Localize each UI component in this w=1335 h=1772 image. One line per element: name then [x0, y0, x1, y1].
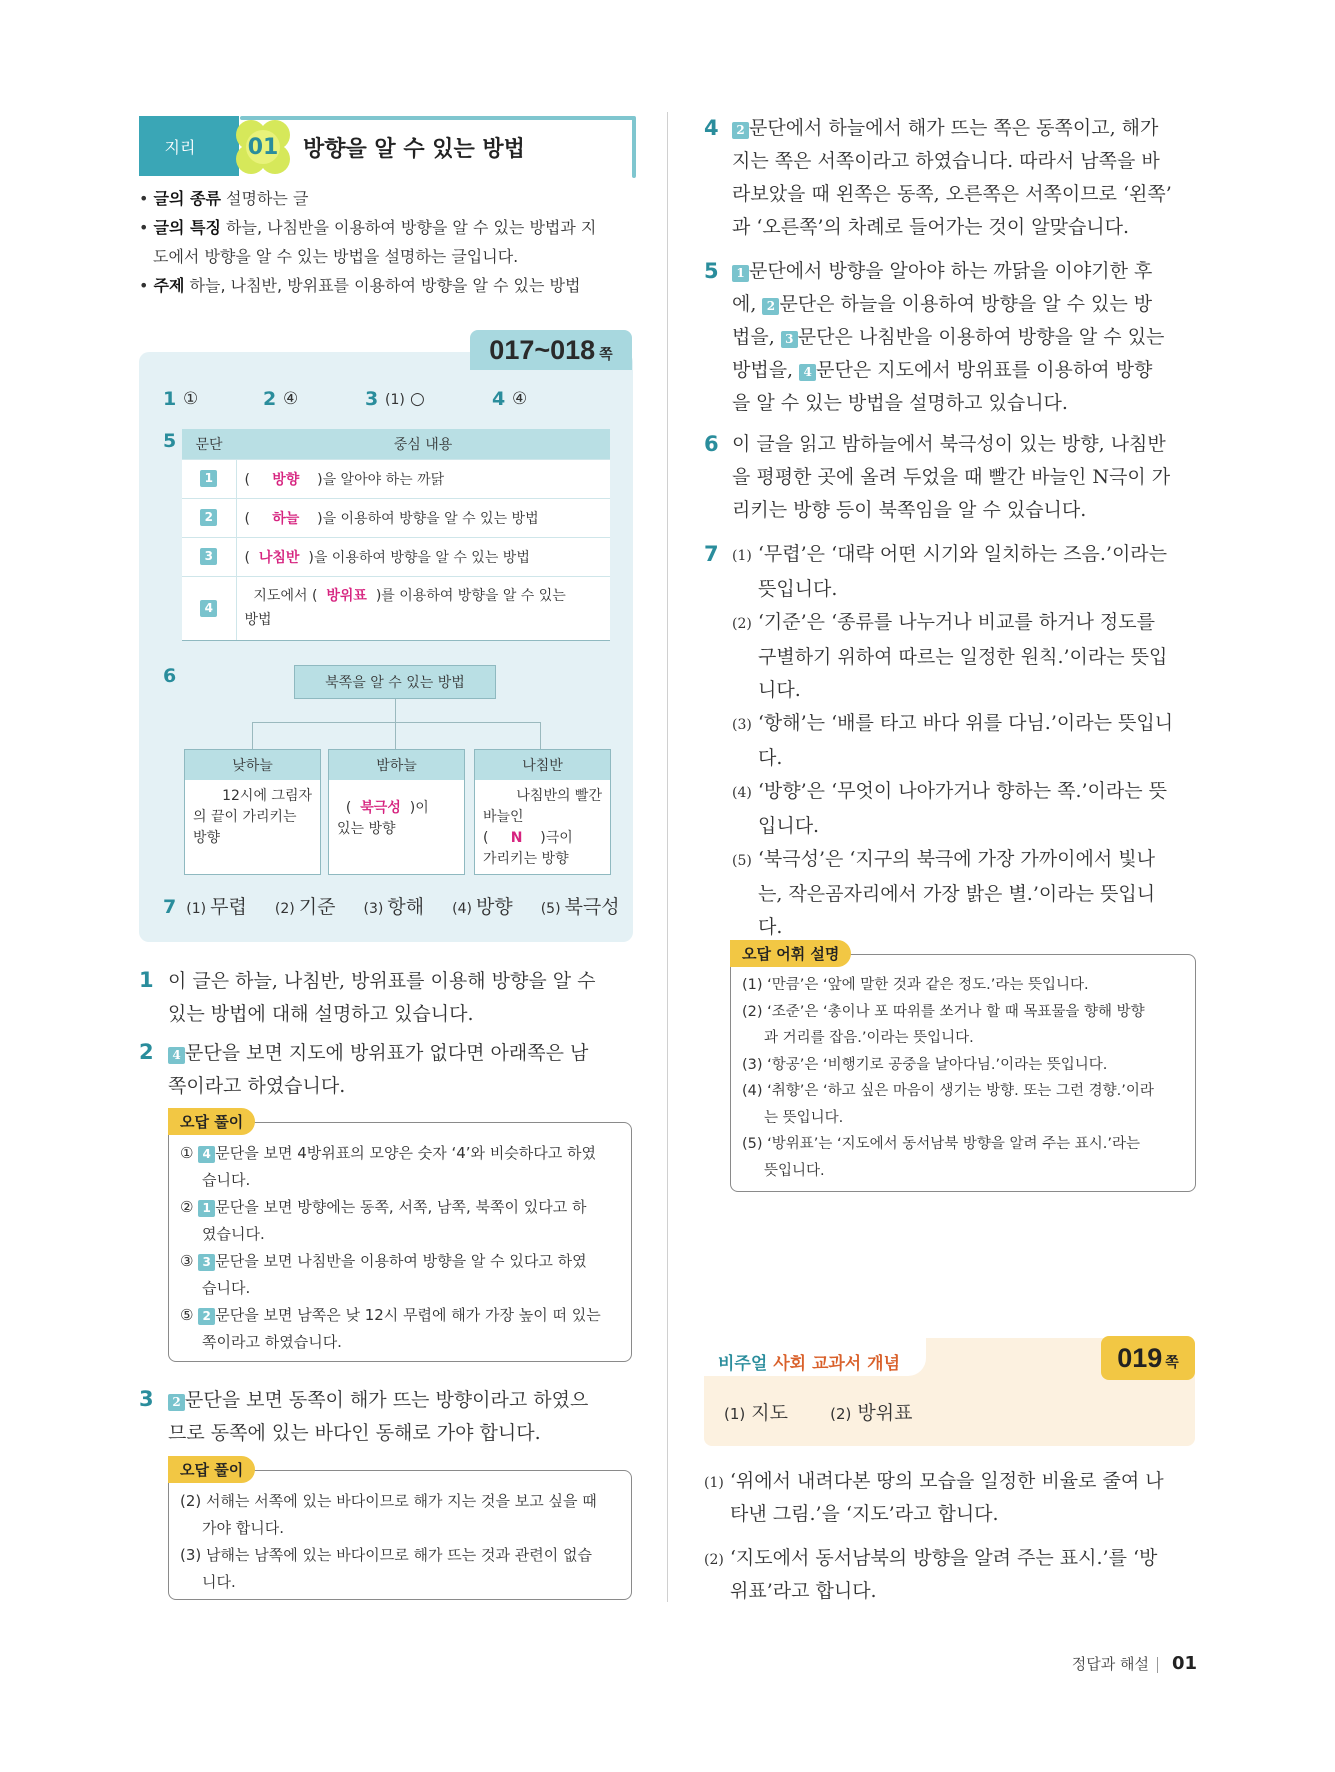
visual-page-number: 019: [1117, 1342, 1163, 1373]
diagram-text: 12시에 그림자: [222, 788, 312, 804]
info-kind: • 글의 종류 설명하는 글: [139, 189, 309, 208]
diagram-text-part: )이: [409, 800, 429, 816]
visual-explanation-1: [704, 1465, 1164, 1500]
diagram-col-body-night: [328, 780, 465, 875]
visual-answer: 지도: [751, 1402, 789, 1424]
answer-7-val: 무렵: [210, 896, 247, 918]
table-header-row: [182, 429, 610, 459]
explanation-text: 문단은 나침반을 이용하여 방향을 알 수 있는: [797, 326, 1165, 348]
info-feature-label: 글의 특징: [153, 218, 221, 237]
visual-answer-sub: (2): [830, 1405, 852, 1423]
answer-page-suffix: 쪽: [599, 347, 613, 363]
list-item-cont: 가야 합니다.: [202, 1519, 284, 1537]
answer-sub-3: (1): [385, 392, 405, 408]
item-mark: (4): [742, 1083, 763, 1099]
vocab-tag: 오답 어휘 설명: [730, 940, 851, 967]
diagram-connector: [540, 722, 541, 749]
answer-7-sub: (5): [540, 901, 561, 917]
explanation-6-line1: 이 글을 읽고 밤하늘에서 북극성이 있는 방향, 나침반: [732, 433, 1166, 455]
table-header-content: 중심 내용: [236, 429, 610, 459]
answer-page-tab: [470, 330, 632, 370]
visual-title-a: 비주얼: [718, 1354, 768, 1374]
diagram-text: [337, 798, 456, 819]
footer-page-number: 01: [1171, 1653, 1197, 1674]
paragraph-badge: 3: [781, 331, 798, 348]
answer-keyword: 북극성: [360, 800, 401, 816]
row-prefix: (: [244, 510, 250, 527]
list-item-cont: 입니다.: [758, 815, 820, 837]
answer-val-3: ○: [410, 389, 425, 409]
answer-num-1: 1: [163, 388, 177, 410]
item-text: ‘취향’은 ‘하고 싶은 마음이 생기는 방향. 또는 그런 경향.’이라: [767, 1083, 1154, 1099]
lesson-title: 방향을 알 수 있는 방법: [303, 137, 525, 162]
visual-explanation-2: [704, 1542, 1157, 1577]
visual-title: [718, 1349, 900, 1374]
answer-7-sub: (2): [274, 901, 295, 917]
row-prefix: (: [244, 471, 250, 488]
diagram-connector: [395, 722, 396, 749]
center-content-table: [182, 429, 610, 641]
diagram-text: [483, 828, 602, 849]
item-text: ‘항공’은 ‘비행기로 공중을 날아다님.’이라는 뜻입니다.: [767, 1056, 1108, 1073]
answer-7-val: 기준: [298, 896, 336, 918]
list-item: [180, 1248, 620, 1275]
list-item-cont: 니다.: [202, 1573, 236, 1591]
item-text: ‘무렵’은 ‘대략 어떤 시기와 일치하는 즈음.’이라는: [757, 543, 1168, 565]
item-text: 문단을 보면 남쪽은 낮 12시 무렵에 해가 가장 높이 떠 있는: [215, 1306, 601, 1324]
table-row: [182, 576, 610, 640]
paragraph-badge: 4: [799, 364, 816, 381]
wrong-answer-list-2: [180, 1488, 620, 1596]
list-item-cont: 뜻입니다.: [764, 1162, 825, 1179]
explanation-6-line3: 리키는 방향 등이 북쪽임을 알 수 있습니다.: [732, 499, 1087, 521]
table-row: [182, 537, 610, 576]
item-text: 문단을 보면 방향에는 동쪽, 서쪽, 남쪽, 북쪽이 있다고 하: [215, 1198, 587, 1216]
diagram-text: 의 끝이 가리키는: [193, 809, 297, 825]
diagram-text: 가리키는 방향: [483, 851, 569, 867]
row-prefix: (: [244, 549, 250, 566]
explanation-num-3: 3: [139, 1387, 154, 1411]
diagram-col-head-day: 낮하늘: [184, 749, 321, 781]
explanation-num-7: 7: [704, 542, 719, 566]
answer-num-5: 5: [163, 430, 177, 452]
header-rule-end: [632, 116, 636, 178]
explanation-2-line2: 쪽이라고 하였습니다.: [168, 1075, 346, 1097]
item-mark: ①: [180, 1144, 194, 1162]
paragraph-badge: 1: [732, 265, 749, 282]
explanation-1-line2: 있는 방법에 대해 설명하고 있습니다.: [168, 1003, 474, 1025]
info-kind-label: 글의 종류: [153, 189, 221, 208]
table-cell-paragraph: [182, 576, 236, 640]
list-item-cont: 다.: [758, 747, 783, 769]
list-item: [180, 1140, 620, 1167]
diagram-col-body-day: [184, 780, 321, 875]
explanation-num-2: 2: [139, 1040, 154, 1064]
explanation-3-line1: [168, 1384, 588, 1417]
paragraph-badge: 1: [198, 1200, 215, 1217]
table-cell-paragraph: [182, 498, 236, 537]
answer-7-sub: (4): [452, 901, 472, 917]
item-mark: (2): [180, 1492, 202, 1510]
explanation-1-line1: 이 글은 하늘, 나침반, 방위표를 이용해 방향을 알 수: [168, 970, 596, 992]
explanation-4-line4: 과 ‘오른쪽’의 차례로 들어가는 것이 알맞습니다.: [732, 216, 1130, 238]
list-item: [180, 1302, 620, 1329]
list-item: [732, 707, 1202, 742]
table-row: [182, 498, 610, 537]
explanation-text: 방법을,: [732, 359, 794, 381]
info-topic-label: 주제: [153, 276, 185, 295]
paragraph-badge: 3: [200, 548, 217, 565]
table-header-paragraph: 문단: [182, 429, 236, 459]
list-item: [742, 1078, 1188, 1105]
paragraph-badge: 2: [198, 1308, 215, 1325]
item-text: ‘방향’은 ‘무엇이 나아가거나 향하는 쪽.’이라는 뜻: [757, 780, 1168, 802]
table-cell-content: [236, 576, 610, 640]
explanation-5-line3: [732, 321, 1164, 354]
diagram-text: 방향: [193, 830, 221, 846]
explanation-text: 에,: [732, 293, 757, 315]
row-suffix: )을 알아야 하는 까닭: [317, 471, 445, 488]
footer-divider: [1157, 1657, 1158, 1673]
list-item: [732, 843, 1202, 878]
item-text: ‘만큼’은 ‘앞에 말한 것과 같은 정도.’라는 뜻입니다.: [767, 977, 1089, 993]
diagram-text-part: (: [483, 830, 489, 846]
visual-page-suffix: 쪽: [1165, 1355, 1179, 1371]
item-mark: (4): [732, 785, 752, 801]
item-mark: (3): [742, 1056, 763, 1073]
list-item-cont: 습니다.: [202, 1279, 251, 1297]
explanation-5-line2: [732, 288, 1152, 321]
explanation-text: 문단은 지도에서 방위표를 이용하여 방향: [816, 359, 1153, 381]
item-mark: (5): [732, 853, 752, 869]
item-mark: (3): [180, 1546, 202, 1564]
answer-val-2: ④: [283, 389, 299, 409]
info-feature-cont: 도에서 방향을 알 수 있는 방법을 설명하는 글입니다.: [153, 247, 519, 266]
paragraph-badge: 4: [200, 600, 217, 617]
row-suffix: )를 이용하여 방향을 알 수 있는: [375, 588, 566, 604]
answer-page-number: 017~018: [489, 334, 596, 365]
table-cell-content: [236, 537, 610, 576]
answer-keyword: 방향: [272, 471, 300, 488]
answer-7-val: 항해: [387, 896, 425, 918]
list-item-cont: 였습니다.: [202, 1225, 265, 1243]
visual-explanation-1-cont: 타낸 그림.’을 ‘지도’라고 합니다.: [730, 1503, 999, 1525]
item-text: 문단을 보면 4방위표의 모양은 숫자 ‘4’와 비슷하다고 하였: [215, 1144, 597, 1162]
list-item-cont: 니다.: [758, 679, 801, 701]
list-item: [742, 999, 1188, 1026]
row-prefix: 지도에서 (: [253, 588, 318, 604]
diagram-connector: [252, 722, 253, 749]
visual-answer: 방위표: [857, 1402, 913, 1424]
item-mark: (1): [704, 1475, 724, 1491]
item-text: ‘위에서 내려다본 땅의 모습을 일정한 비율로 줄여 나: [729, 1470, 1164, 1492]
diagram-connector: [252, 722, 540, 723]
item-mark: ②: [180, 1198, 194, 1216]
item-mark: (1): [742, 977, 763, 993]
diagram-connector: [395, 699, 396, 722]
item-text: 문단을 보면 나침반을 이용하여 방향을 알 수 있다고 하였: [215, 1252, 587, 1270]
row-suffix: )을 이용하여 방향을 알 수 있는 방법: [308, 549, 530, 566]
explanation-2-line1: [168, 1037, 588, 1070]
explanation-text: 문단에서 하늘에서 해가 뜨는 쪽은 동쪽이고, 해가: [749, 117, 1159, 139]
info-feature-text: 하늘, 나침반을 이용하여 방향을 알 수 있는 방법과 지: [226, 218, 597, 237]
table-cell-content: [236, 459, 610, 498]
visual-answer-sub: (1): [724, 1405, 746, 1423]
wrong-answer-tag-1: 오답 풀이: [168, 1108, 255, 1135]
row-suffix: )을 이용하여 방향을 알 수 있는 방법: [317, 510, 539, 527]
item-mark: (2): [742, 1003, 763, 1020]
item-mark: (2): [704, 1552, 724, 1568]
page-footer: [1072, 1653, 1197, 1674]
answer-keyword: 방위표: [326, 588, 367, 604]
column-divider: [667, 112, 668, 1602]
paragraph-badge: 2: [168, 1394, 185, 1411]
item-mark: ⑤: [180, 1306, 194, 1324]
explanation-text: 문단을 보면 지도에 방위표가 없다면 아래쪽은 남: [185, 1042, 589, 1064]
item-mark: ③: [180, 1252, 194, 1270]
explanation-text: 문단에서 방향을 알아야 하는 까닭을 이야기한 후: [749, 260, 1153, 282]
answer-num-2: 2: [263, 388, 277, 410]
answer-7-sub: (3): [363, 901, 384, 917]
diagram-text: 있는 방향: [337, 821, 396, 837]
list-item-cont: 는, 작은곰자리에서 가장 밝은 별.’이라는 뜻입니: [758, 883, 1156, 905]
diagram-text: 나침반의 빨간: [516, 788, 602, 804]
explanation-3-line2: 므로 동쪽에 있는 바다인 동해로 가야 합니다.: [168, 1422, 541, 1444]
explanation-num-5: 5: [704, 259, 719, 283]
diagram-root: 북쪽을 알 수 있는 방법: [294, 665, 496, 699]
explanation-5-line1: [732, 255, 1152, 288]
list-item: [742, 1131, 1188, 1158]
visual-title-b: 사회 교과서 개념: [773, 1354, 900, 1374]
table-cell-content: [236, 498, 610, 537]
list-item-cont: 구별하기 위하여 따르는 일정한 원칙.’이라는 뜻입: [758, 646, 1168, 668]
list-item-cont: 는 뜻입니다.: [764, 1109, 844, 1126]
diagram-text-part: (: [345, 800, 352, 816]
list-item: [732, 538, 1202, 573]
explanation-6-line2: 을 평평한 곳에 올려 두었을 때 빨간 바늘인 N극이 가: [732, 466, 1171, 488]
diagram-text: 바늘인: [483, 809, 524, 825]
paragraph-badge: 2: [762, 298, 779, 315]
paragraph-badge: 4: [168, 1047, 185, 1064]
diagram-col-head-compass: 나침반: [474, 749, 611, 781]
explanation-num-1: 1: [139, 968, 154, 992]
diagram-text-part: )극이: [540, 830, 573, 846]
item-text: 남해는 남쪽에 있는 바다이므로 해가 뜨는 것과 관련이 없습: [206, 1546, 592, 1564]
list-item-cont: 뜻입니다.: [758, 578, 838, 600]
list-item: [742, 1052, 1188, 1079]
list-item: [180, 1542, 620, 1569]
explanation-5-line4: [732, 354, 1152, 387]
table-cell-paragraph: [182, 459, 236, 498]
list-item: [180, 1194, 620, 1221]
answer-keyword: 하늘: [272, 510, 300, 527]
item-mark: (3): [732, 717, 752, 733]
answer-val-1: ①: [183, 389, 199, 409]
answer-val-4: ④: [512, 389, 528, 409]
wrong-answer-tag-2: 오답 풀이: [168, 1456, 255, 1483]
item-mark: (1): [732, 548, 752, 564]
list-item-cont: 다.: [758, 916, 783, 938]
diagram-col-body-compass: [474, 780, 611, 875]
answer-7-row: [163, 892, 620, 919]
lesson-number: 01: [247, 134, 279, 160]
item-text: ‘항해’는 ‘배를 타고 바다 위를 다님.’이라는 뜻입니: [757, 712, 1174, 734]
answer-num-4: 4: [492, 388, 506, 410]
info-topic: • 주제 하늘, 나침반, 방위표를 이용하여 방향을 알 수 있는 방법: [139, 276, 581, 295]
explanation-4-line2: 지는 쪽은 서쪽이라고 하였습니다. 따라서 남쪽을 바: [732, 150, 1160, 172]
vocab-list: [742, 972, 1188, 1184]
item-mark: (5): [742, 1136, 763, 1152]
item-text: ‘북극성’은 ‘지구의 북극에 가장 가까이에서 빛나: [757, 848, 1155, 870]
info-topic-text: 하늘, 나침반, 방위표를 이용하여 방향을 알 수 있는 방법: [189, 276, 581, 295]
visual-page-tab: [1101, 1336, 1195, 1380]
wrong-answer-list-1: [180, 1140, 620, 1356]
info-feature: • 글의 특징 하늘, 나침반을 이용하여 방향을 알 수 있는 방법과 지: [139, 218, 597, 237]
visual-explanation-2-cont: 위표’라고 합니다.: [730, 1580, 877, 1602]
list-item-cont: 습니다.: [202, 1171, 251, 1189]
subject-label: 지리: [164, 137, 196, 157]
explanation-7-list: [732, 538, 1202, 944]
answer-num-7: 7: [163, 896, 177, 918]
paragraph-badge: 4: [198, 1146, 215, 1163]
footer-label: 정답과 해설: [1071, 1655, 1149, 1673]
list-item-cont: 과 거리를 잡음.’이라는 뜻입니다.: [764, 1030, 974, 1046]
row-suffix-cont: 방법: [244, 612, 272, 628]
subject-tab: [139, 116, 239, 176]
list-item: [732, 775, 1202, 810]
answer-7-sub: (1): [186, 901, 207, 917]
answer-7-val: 방향: [475, 896, 513, 918]
paragraph-badge: 3: [198, 1254, 215, 1271]
item-mark: (2): [732, 616, 752, 632]
explanation-text: 법을,: [732, 326, 775, 348]
explanation-4-line3: 라보았을 때 왼쪽은 동쪽, 오른쪽은 서쪽이므로 ‘왼쪽’: [732, 183, 1172, 205]
table-row: [182, 459, 610, 498]
explanation-text: 문단을 보면 동쪽이 해가 뜨는 방향이라고 하였으: [185, 1389, 589, 1411]
diagram-col-head-night: 밤하늘: [328, 749, 465, 781]
answer-num-6: 6: [163, 665, 177, 687]
answer-num-3: 3: [365, 388, 379, 410]
item-text: ‘기준’은 ‘종류를 나누거나 비교를 하거나 정도를: [757, 611, 1155, 633]
answer-keyword: N: [510, 830, 523, 846]
paragraph-badge: 1: [200, 470, 217, 487]
answer-keyword: 나침반: [258, 549, 300, 566]
list-item: [732, 606, 1202, 641]
list-item-cont: 쪽이라고 하였습니다.: [202, 1333, 342, 1351]
paragraph-badge: 2: [200, 509, 217, 526]
explanation-5-line5: 을 알 수 있는 방법을 설명하고 있습니다.: [732, 392, 1068, 414]
answer-7-val: 북극성: [564, 896, 620, 918]
explanation-num-6: 6: [704, 432, 719, 456]
visual-answers: [724, 1398, 912, 1425]
item-text: ‘지도에서 동서남북의 방향을 알려 주는 표시.’를 ‘방: [729, 1547, 1158, 1569]
item-text: ‘방위표’는 ‘지도에서 동서남북 방향을 알려 주는 표시.’라는: [767, 1136, 1141, 1152]
explanation-text: 문단은 하늘을 이용하여 방향을 알 수 있는 방: [779, 293, 1153, 315]
header-rule: [240, 116, 635, 120]
paragraph-badge: 2: [732, 122, 749, 139]
explanation-4-line1: [732, 112, 1158, 145]
explanation-num-4: 4: [704, 116, 719, 140]
info-kind-text: 설명하는 글: [226, 189, 309, 208]
item-text: ‘조준’은 ‘총이나 포 따위를 쏘거나 할 때 목표물을 향해 방향: [767, 1003, 1145, 1020]
list-item: [742, 972, 1188, 999]
list-item: [180, 1488, 620, 1515]
table-cell-paragraph: [182, 537, 236, 576]
item-text: 서해는 서쪽에 있는 바다이므로 해가 지는 것을 보고 싶을 때: [206, 1492, 597, 1510]
